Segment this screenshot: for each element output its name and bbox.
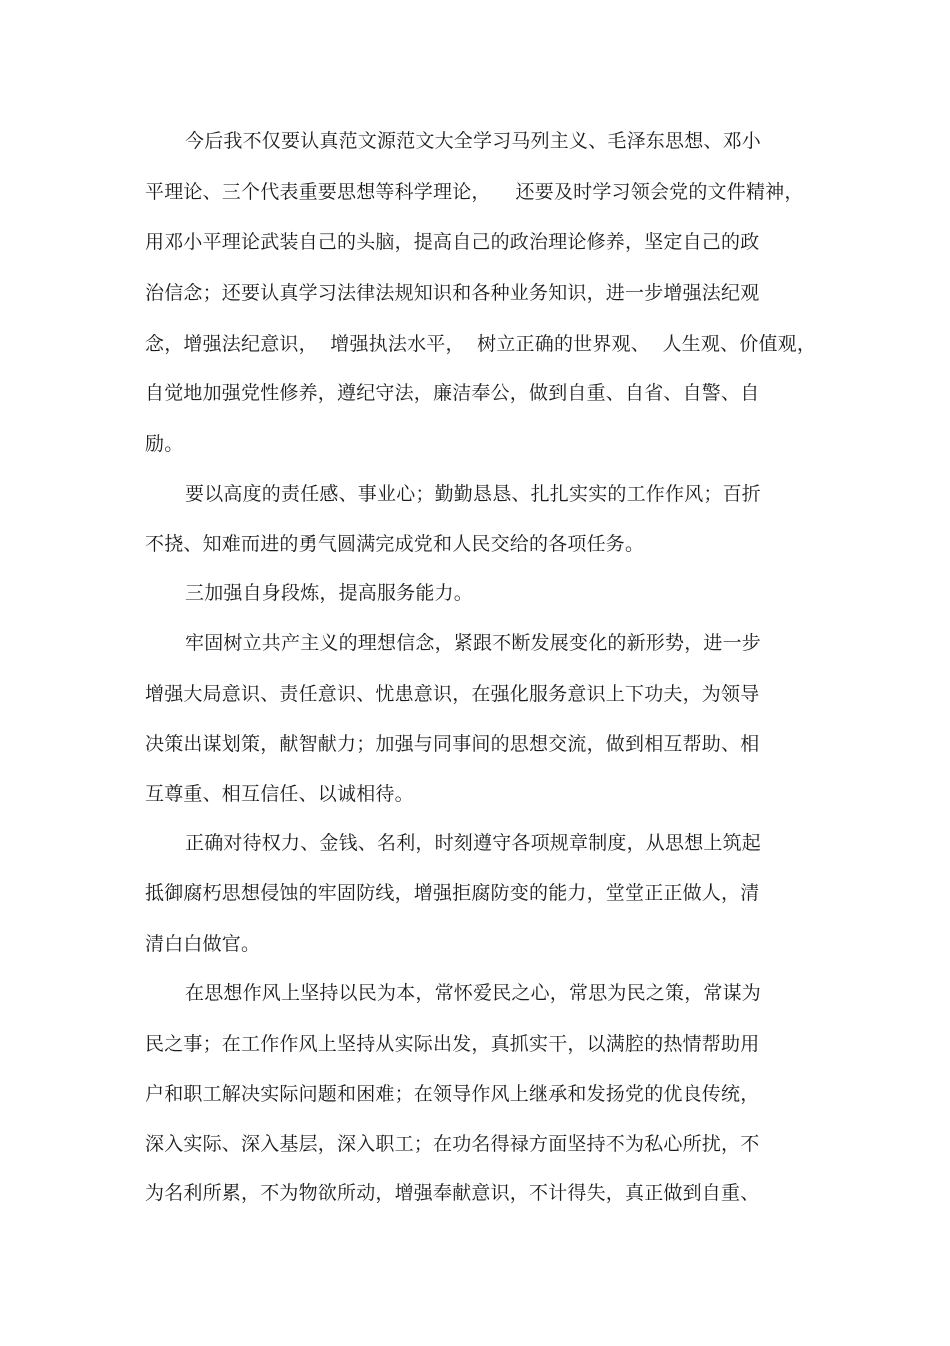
paragraph-line: 为名利所累，不为物欲所动，增强奉献意识，不计得失，真正做到自重、 [145, 1182, 760, 1204]
section-heading: 三加强自身段炼，提高服务能力。 [185, 582, 474, 604]
paragraph-line: 牢固树立共产主义的理想信念，紧跟不断发展变化的新形势，进一步 [185, 632, 762, 654]
paragraph-line: 今后我不仅要认真范文源范文大全学习马列主义、毛泽东思想、邓小 [185, 130, 762, 152]
paragraph-line: 平理论、三个代表重要思想等科学理论， 还要及时学习领会党的文件精神， [145, 181, 804, 203]
paragraph-line: 深入实际、深入基层，深入职工；在功名得禄方面坚持不为私心所扰，不 [145, 1133, 760, 1155]
paragraph-line: 不挠、知难而进的勇气圆满完成党和人民交给的各项任务。 [145, 533, 645, 555]
paragraph-line: 念，增强法纪意识， 增强执法水平， 树立正确的世界观、 人生观、价值观， [145, 333, 817, 355]
paragraph-line: 清白白做官。 [145, 933, 261, 955]
paragraph-line: 决策出谋划策，献智献力；加强与同事间的思想交流，做到相互帮助、相 [145, 733, 760, 755]
paragraph-line: 励。 [145, 433, 184, 455]
paragraph-line: 用邓小平理论武装自己的头脑，提高自己的政治理论修养，坚定自己的政 [145, 231, 760, 253]
paragraph-line: 在思想作风上坚持以民为本，常怀爱民之心，常思为民之策，常谋为 [185, 982, 762, 1004]
paragraph-line: 要以高度的责任感、事业心；勤勤恳恳、扎扎实实的工作作风；百折 [185, 483, 762, 505]
paragraph-line: 户和职工解决实际问题和困难；在领导作风上继承和发扬党的优良传统， [145, 1083, 760, 1105]
paragraph-line: 抵御腐朽思想侵蚀的牢固防线，增强拒腐防变的能力，堂堂正正做人，清 [145, 882, 760, 904]
paragraph-line: 民之事；在工作作风上坚持从实际出发，真抓实干，以满腔的热情帮助用 [145, 1033, 760, 1055]
paragraph-line: 自觉地加强党性修养，遵纪守法，廉洁奉公，做到自重、自省、自警、自 [145, 382, 760, 404]
paragraph-line: 增强大局意识、责任意识、忧患意识，在强化服务意识上下功夫，为领导 [145, 683, 760, 705]
paragraph-line: 治信念；还要认真学习法律法规知识和各种业务知识，进一步增强法纪观 [145, 282, 760, 304]
paragraph-line: 互尊重、相互信任、以诚相待。 [145, 783, 414, 805]
paragraph-line: 正确对待权力、金钱、名利，时刻遵守各项规章制度，从思想上筑起 [185, 832, 762, 854]
